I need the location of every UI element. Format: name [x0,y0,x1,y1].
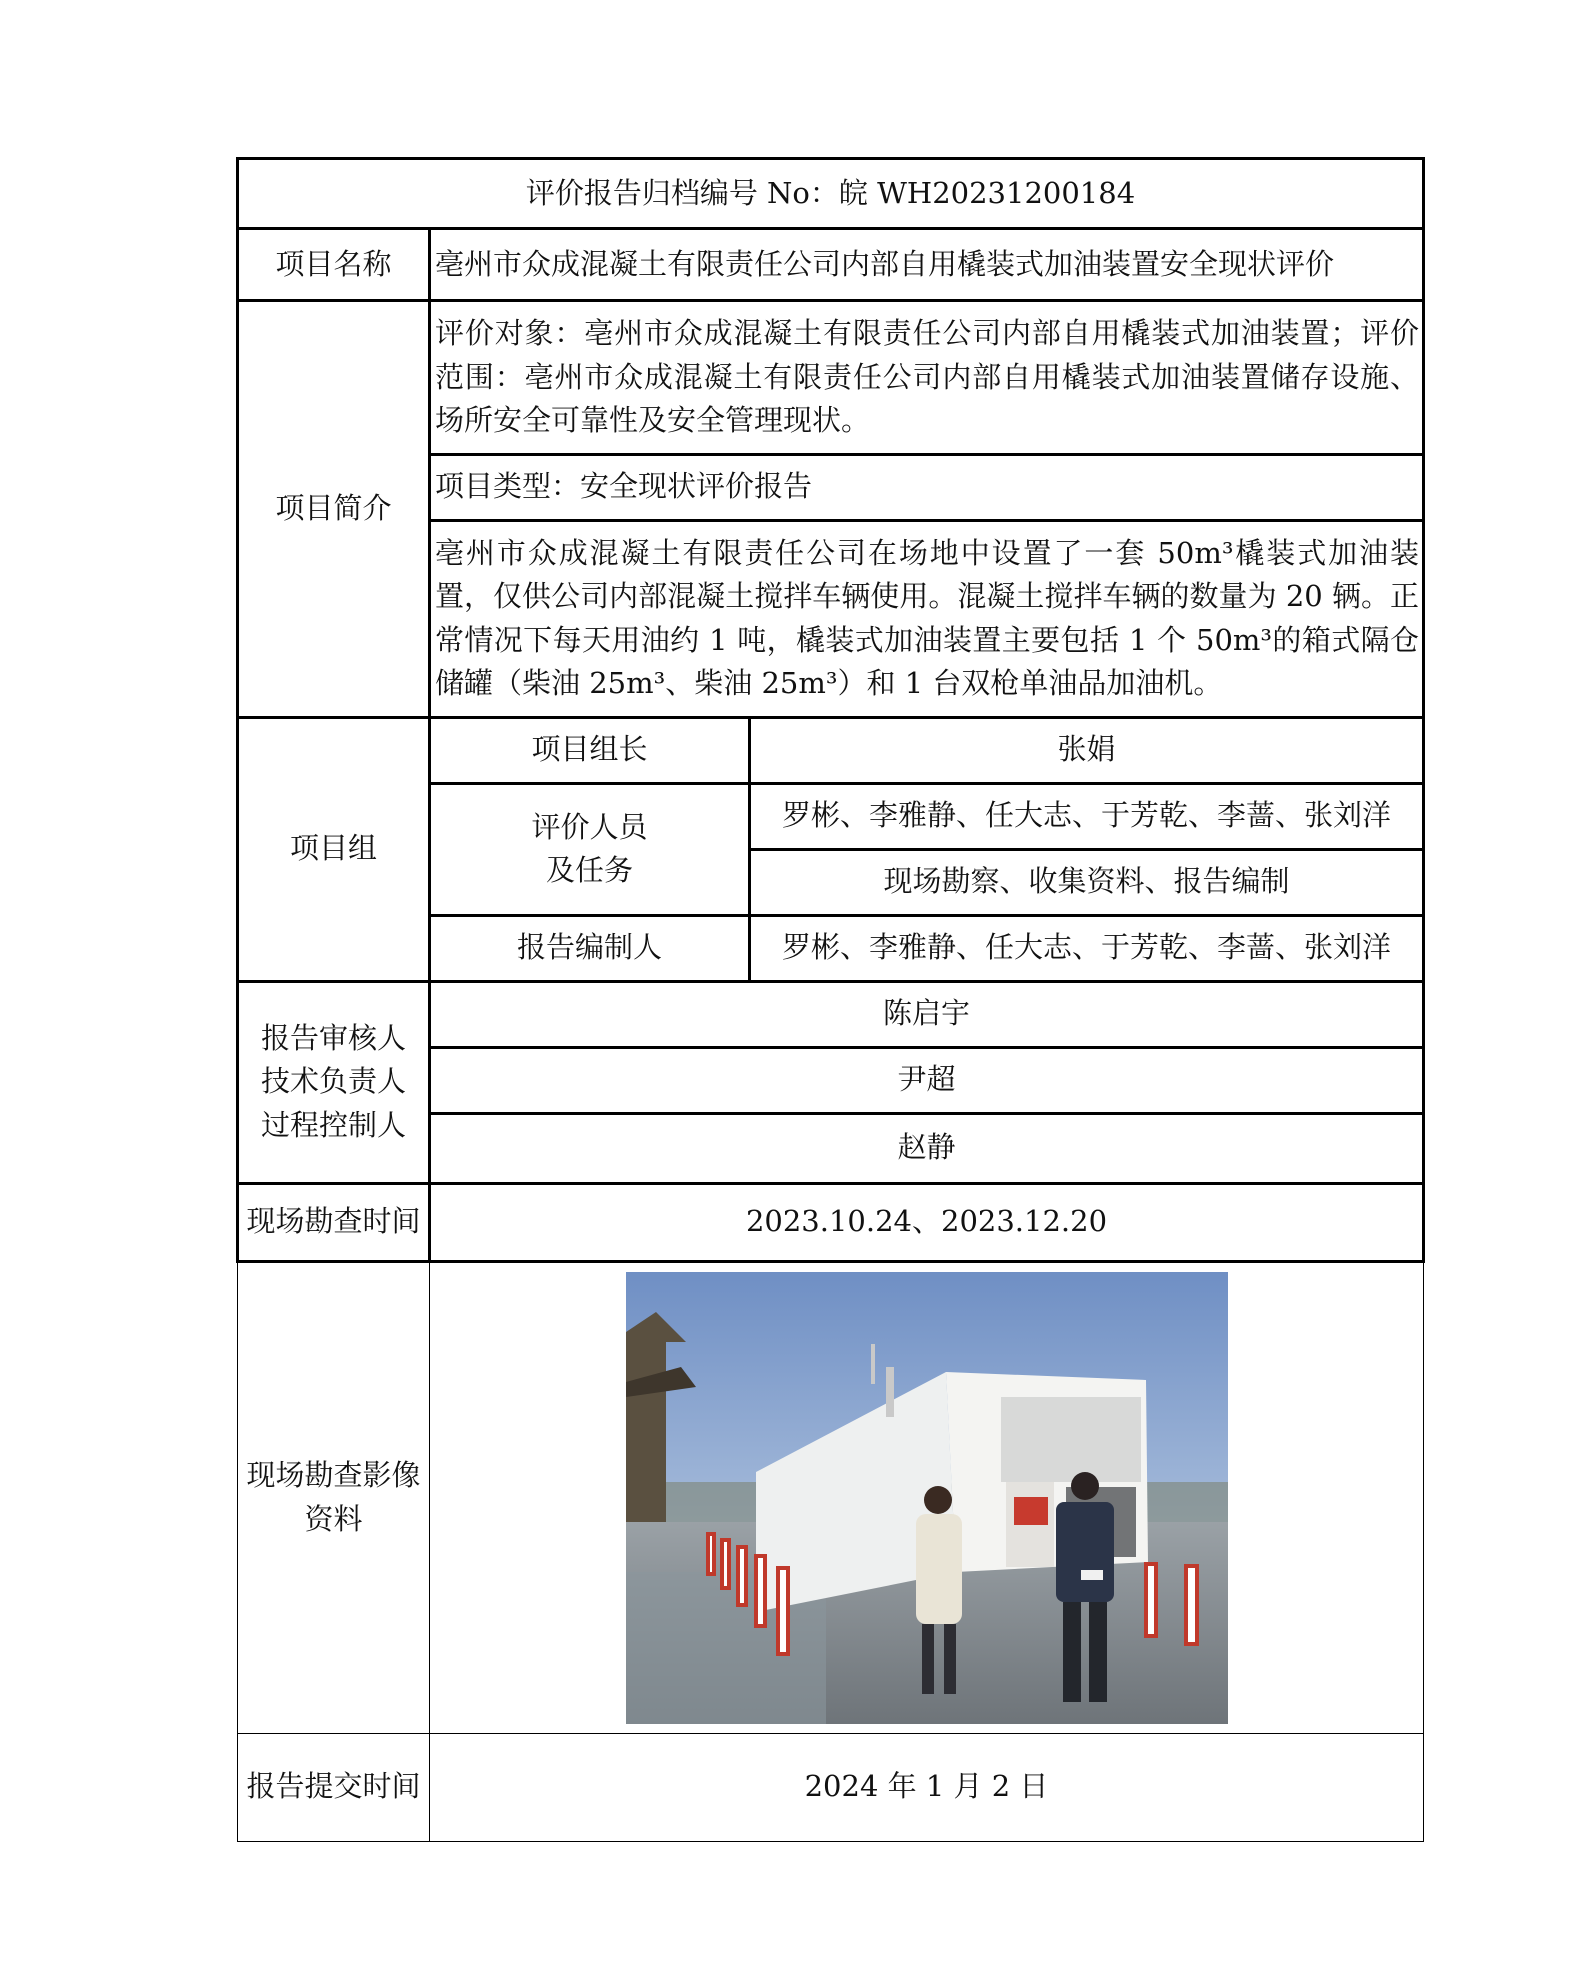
group-leader-label: 项目组长 [430,717,750,783]
compiler-value: 罗彬、李雅静、任大志、于芳乾、李蔷、张刘洋 [750,915,1424,981]
evaluators-label-line1: 评价人员 [531,809,648,844]
project-description-text: 亳州市众成混凝土有限责任公司在场地中设置了一套 50m³橇装式加油装置，仅供公司内部混凝土搅拌车辆使用。混凝土搅拌车辆的数量为 20 辆。正常情况下每天用油约 1 吨，橇装式加油装置主要包括 1 个 50m³的箱式隔仓储罐（柴油 25m³、柴油 25m³）和 1 台双枪单油品加油机。 [430,520,1424,717]
evaluators-label-line2: 及任务 [545,853,633,887]
project-group-label: 项目组 [238,717,430,981]
project-scope-row [238,301,1424,455]
evaluators-label [430,783,750,915]
reviewer-label: 报告审核人 [260,1020,406,1055]
site-survey-photo [626,1272,1228,1724]
survey-photo-label [238,1261,430,1733]
submit-time-label: 报告提交时间 [238,1733,430,1841]
project-name-label: 项目名称 [238,229,430,301]
tech-lead-label: 技术负责人 [260,1064,406,1099]
compiler-label: 报告编制人 [430,915,750,981]
evaluators-value: 罗彬、李雅静、任大志、于芳乾、李蔷、张刘洋 [750,783,1424,849]
survey-photo-label-line2: 资料 [304,1501,363,1536]
reviewer-value: 陈启宇 [430,981,1424,1047]
survey-photo-row [238,1261,1424,1733]
process-controller-value: 赵静 [430,1113,1424,1183]
project-scope-text: 评价对象：亳州市众成混凝土有限责任公司内部自用橇装式加油装置；评价范围：亳州市众成混凝土有限责任公司内部自用橇装式加油装置储存设施、场所安全可靠性及安全管理现状。 [430,301,1424,455]
archive-form [236,157,1422,1842]
archive-number-value: 皖 WH20231200184 [838,175,1136,210]
archive-number-label: 评价报告归档编号 No： [525,175,839,210]
survey-photo-cell [430,1261,1424,1733]
project-name-value: 亳州市众成混凝土有限责任公司内部自用橇装式加油装置安全现状评价 [430,229,1424,301]
group-leader-row [238,717,1424,783]
project-name-row [238,229,1424,301]
submit-time-row [238,1733,1424,1841]
survey-time-row [238,1183,1424,1261]
tasks-value: 现场勘察、收集资料、报告编制 [750,849,1424,915]
process-controller-label: 过程控制人 [260,1107,406,1142]
project-type-text: 项目类型：安全现状评价报告 [430,454,1424,520]
survey-time-label: 现场勘查时间 [238,1183,430,1261]
report-table [236,157,1425,1842]
survey-time-value: 2023.10.24、2023.12.20 [430,1183,1424,1261]
reviewer-row [238,981,1424,1047]
reviewers-label [238,981,430,1183]
project-intro-label: 项目简介 [238,301,430,718]
survey-photo-label-line1: 现场勘查影像 [246,1458,421,1492]
tech-lead-value: 尹超 [430,1047,1424,1113]
archive-row [238,159,1424,229]
archive-number-cell [238,159,1424,229]
group-leader-value: 张娟 [750,717,1424,783]
submit-time-value: 2024 年 1 月 2 日 [430,1733,1424,1841]
